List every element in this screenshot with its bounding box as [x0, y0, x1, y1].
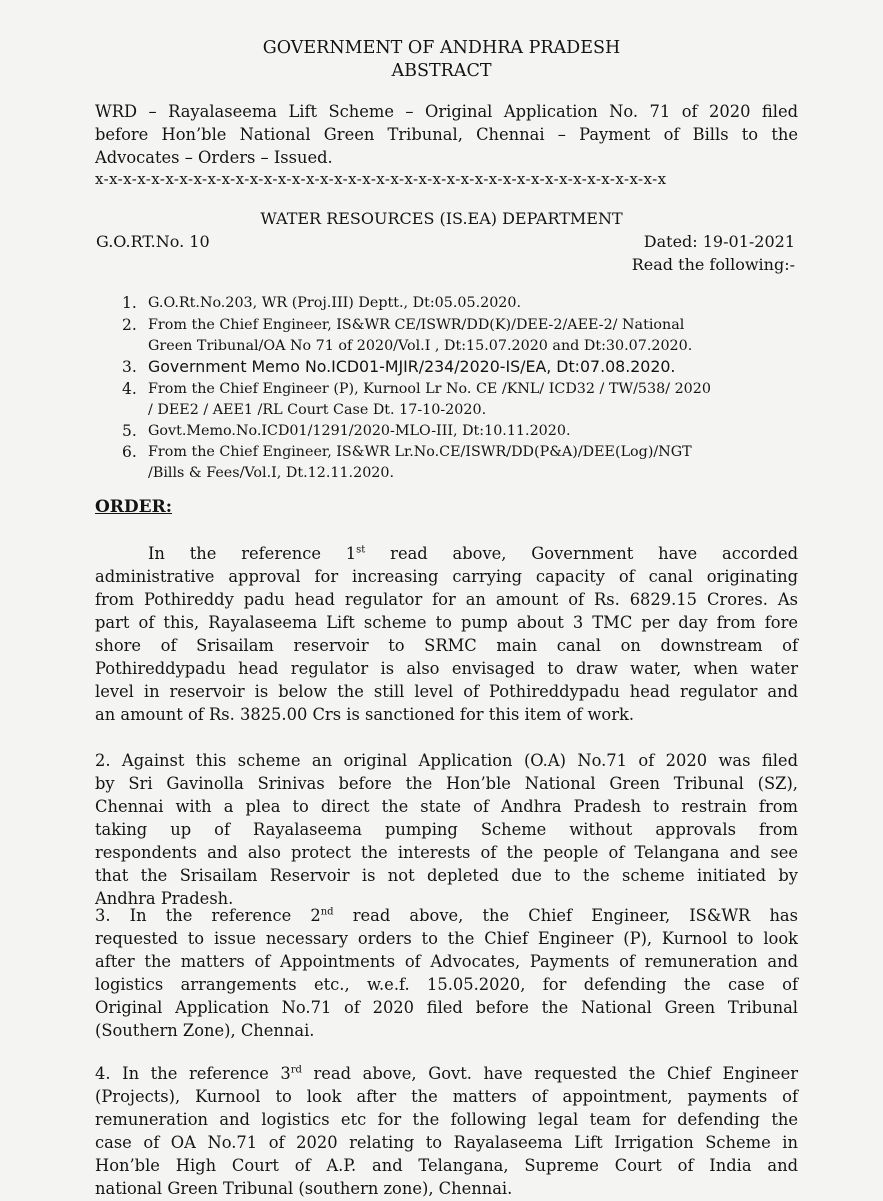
paragraph-line: remuneration and logistics etc for the following legal team for defending the: [95, 1110, 798, 1129]
paragraph-line: taking up of Rayalaseema pumping Scheme without approvals from: [95, 820, 798, 839]
paragraph-line: respondents and also protect the interests of the people of Telangana and see: [95, 843, 798, 862]
order-heading: ORDER:: [95, 497, 173, 517]
reference-text: /Bills & Fees/Vol.I, Dt.12.11.2020.: [148, 465, 395, 481]
reference-number: 3.: [122, 358, 137, 376]
reference-text: From the Chief Engineer, IS&WR CE/ISWR/DD(K)/DEE-2/AEE-2/ National: [148, 317, 685, 333]
paragraph-line: part of this, Rayalaseema Lift scheme to pump about 3 TMC per day from fore: [95, 613, 798, 632]
abstract-title: ABSTRACT: [391, 61, 492, 81]
read-following: Read the following:-: [631, 255, 795, 274]
reference-text: Govt.Memo.No.ICD01/1291/2020-MLO-III, Dt:10.11.2020.: [148, 423, 571, 439]
paragraph-line: In the reference 1st read above, Government have accorded: [148, 544, 798, 563]
reference-text: From the Chief Engineer (P), Kurnool Lr No. CE /KNL/ ICD32 / TW/538/ 2020: [148, 381, 711, 397]
reference-text: From the Chief Engineer, IS&WR Lr.No.CE/ISWR/DD(P&A)/DEE(Log)/NGT: [148, 444, 692, 460]
paragraph-line: Chennai with a plea to direct the state of Andhra Pradesh to restrain from: [95, 797, 798, 816]
subject-line: before Hon’ble National Green Tribunal, Chennai – Payment of Bills to the: [95, 125, 798, 144]
reference-text: G.O.Rt.No.203, WR (Proj.III) Deptt., Dt:05.05.2020.: [148, 295, 522, 311]
paragraph-line: Hon’ble High Court of A.P. and Telangana, Supreme Court of India and: [95, 1156, 798, 1175]
paragraph-line: requested to issue necessary orders to the Chief Engineer (P), Kurnool to look: [95, 929, 798, 948]
reference-number: 4.: [122, 380, 137, 398]
paragraph-line: (Southern Zone), Chennai.: [95, 1021, 315, 1040]
reference-number: 2.: [122, 316, 137, 334]
paragraph-line: that the Srisailam Reservoir is not depleted due to the scheme initiated by: [95, 866, 798, 885]
paragraph-line: Pothireddypadu head regulator is also envisaged to draw water, when water: [95, 659, 798, 678]
paragraph-line: level in reservoir is below the still level of Pothireddypadu head regulator and: [95, 682, 798, 701]
paragraph-line: case of OA No.71 of 2020 relating to Rayalaseema Lift Irrigation Scheme in: [95, 1133, 798, 1152]
reference-text: / DEE2 / AEE1 /RL Court Case Dt. 17-10-2020.: [148, 402, 487, 418]
paragraph-line: (Projects), Kurnool to look after the matters of appointment, payments of: [95, 1087, 798, 1106]
paragraph-line: an amount of Rs. 3825.00 Crs is sanctioned for this item of work.: [95, 705, 635, 724]
paragraph-line: logistics arrangements etc., w.e.f. 15.05.2020, for defending the case of: [95, 975, 798, 994]
department-name: WATER RESOURCES (IS.EA) DEPARTMENT: [260, 209, 623, 228]
paragraph-line: 3. In the reference 2nd read above, the Chief Engineer, IS&WR has: [95, 906, 798, 925]
reference-text: Green Tribunal/OA No 71 of 2020/Vol.I , Dt:15.07.2020 and Dt:30.07.2020.: [148, 338, 693, 354]
government-title: GOVERNMENT OF ANDHRA PRADESH: [262, 38, 621, 58]
paragraph-line: Original Application No.71 of 2020 filed before the National Green Tribunal: [95, 998, 798, 1017]
paragraph-line: 4. In the reference 3rd read above, Govt. have requested the Chief Engineer: [95, 1064, 798, 1083]
paragraph-line: by Sri Gavinolla Srinivas before the Hon’ble National Green Tribunal (SZ),: [95, 774, 798, 793]
paragraph-line: Andhra Pradesh.: [95, 889, 234, 908]
separator-line: x-x-x-x-x-x-x-x-x-x-x-x-x-x-x-x-x-x-x-x-x-x-x-x-x-x-x-x-x-x-x-x-x-x-x-x-x-x-x-x-x: [95, 170, 667, 188]
go-number: G.O.RT.No. 10: [96, 232, 210, 251]
paragraph-line: national Green Tribunal (southern zone), Chennai.: [95, 1179, 513, 1198]
paragraph-line: after the matters of Appointments of Advocates, Payments of remuneration and: [95, 952, 798, 971]
reference-number: 6.: [122, 443, 137, 461]
reference-number: 1.: [122, 294, 137, 312]
paragraph-line: shore of Srisailam reservoir to SRMC main canal on downstream of: [95, 636, 798, 655]
subject-line: WRD – Rayalaseema Lift Scheme – Original Application No. 71 of 2020 filed: [95, 102, 798, 121]
reference-number: 5.: [122, 422, 137, 440]
subject-line: Advocates – Orders – Issued.: [95, 148, 333, 167]
paragraph-line: administrative approval for increasing carrying capacity of canal originating: [95, 567, 798, 586]
paragraph-line: 2. Against this scheme an original Application (O.A) No.71 of 2020 was filed: [95, 751, 798, 770]
reference-text: Government Memo No.ICD01-MJIR/234/2020-IS/EA, Dt:07.08.2020.: [148, 357, 676, 376]
paragraph-line: from Pothireddy padu head regulator for an amount of Rs. 6829.15 Crores. As: [95, 590, 798, 609]
order-date: Dated: 19-01-2021: [643, 232, 795, 251]
